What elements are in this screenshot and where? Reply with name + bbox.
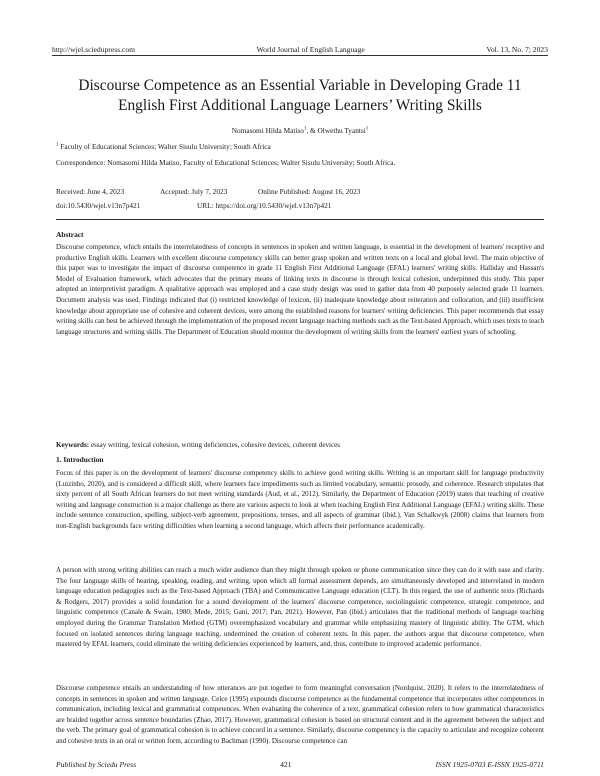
published-date: Online Published: August 16, 2023 — [258, 187, 361, 196]
author-1-affiliation-mark: 1 — [303, 126, 307, 132]
introduction-heading: 1. Introduction — [56, 455, 104, 464]
page-number: 421 — [280, 760, 292, 769]
abstract-heading: Abstract — [56, 230, 84, 239]
doi-url[interactable]: URL: https://doi.org/10.5430/wjel.v13n7p421 — [197, 201, 332, 210]
affiliation-text: Faculty of Educational Sciences; Walter Sisulu University; South Africa — [58, 142, 271, 151]
intro-paragraph-2: A person with strong writing abilities can reach a much wider audience than they might through spoken or phone communication since they can do it with ease and clarity. The four language skills of hearing, speaking, reading, and writing, upon which all formal assessment depends, are simultaneously developed and interrelated in modern language education pedagogies such as the Text-based Approach (TBA) and Communicative Language education (CLT). In this regard, the use of authentic texts (Richards & Rodgers, 2017) provides a solid foundation for a sound development of the learners' discourse competence, sociolinguistic competence, strategic competence, and linguistic competence (Canale & Swain, 1980; Mede, 2015; Gani, 2017; Pan, 2021). However, Pan (ibid.) articulates that the traditional methods of language teaching employed during the Grammar Translation Method (GTM) overemphasized vocabulary and grammar while emphasizing mastery of linguistic ability. The GTM, which focused on isolated sentences during language teaching, undermined the creation of coherent texts. In this paper, the authors argue that discourse competence, when mastered by EFAL learners, could eliminate the writing deficiencies experienced by learners, and, thus, contribute to improved academic performance. — [56, 566, 544, 649]
received-date: Received: June 4, 2023 — [56, 187, 125, 196]
journal-url[interactable]: http://wjel.sciedupress.com — [52, 45, 136, 54]
publisher: Published by Sciedu Press — [56, 760, 137, 769]
author-2: , & Olwethu Tyantsi — [306, 126, 366, 135]
intro-paragraph-1: Focus of this paper is on the development of learners' discourse competency skills to achieve good writing skills. Writing is an important skill for language productivity (Luizinho, 2020), and is considered a difficult skill, where learners face impediments such as limited vocabulary, semantic prosody, and coherence. Research stipulates that sixty percent of all South African learners do not meet writing standards (Aud, et al., 2012). Similarly, the Department of Education (2019) states that teaching of creative writing and language construction is a major challenge as there are various aspects to look at when teaching English First Additional Language (EFAL) writing skills. These include sentence construction, spelling, subject-verb agreement, prepositions, tenses, and all aspects of grammar (ibid.). Van Schalkwyk (2008) claims that learners from non-English backgrounds face writing difficulties when learning a second language, which affects their performance academically. — [56, 469, 544, 530]
title-line-1: Discourse Competence as an Essential Variable in Developing Grade 11 — [78, 77, 522, 94]
page-footer — [56, 760, 544, 769]
correspondence: Correspondence: Nomasomi Hilda Matiso, Faculty of Educational Sciences; Walter Sisulu University; South Africa. — [56, 158, 396, 167]
title-line-2: English First Additional Language Learners’ Writing Skills — [118, 97, 482, 114]
abstract-text: Discourse competence, which entails the interrelatedness of concepts in sentences in spoken and written language, is essential in the development of learners' receptive and productive English skills. Learners with excellent discourse competency skills can better grasp spoken and written texts on a local and global level. The main objective of this paper was to investigate the impact of discourse competence in grade 11 English First Additional Language (EFAL) learners' writing skills. Halliday and Hassan's Model of Evaluation framework, which advocates that the primary means of linking texts in discourse is through lexical cohesion, underpinned this study. This paper adopted an interpretivist paradigm. A qualitative approach was employed and a case study design was used to gather data from 40 purposely selected grade 11 learners. Document analysis was used. Findings indicated that (i) restricted knowledge of lexicon, (ii) inadequate knowledge about reiteration and collocation, and (iii) insufficient knowledge about appropriate use of cohesive and coherent devices, were among the established reasons for learners' writing deficiencies. This paper recommends that essay writing skills can best be achieved through the implementation of the proposed recent language teaching methods such as the Text-based Approach, which uses texts to teach language structures and writing skills. The Department of Education should monitor the development of writing skills from the learners' earliest years of schooling. — [56, 243, 544, 336]
author-2-affiliation-mark: 1 — [365, 126, 369, 132]
author-1: Nomasomi Hilda Matiso — [231, 126, 304, 135]
journal-name: World Journal of English Language — [256, 45, 365, 54]
volume-info: Vol. 13, No. 7; 2023 — [486, 45, 548, 54]
accepted-date: Accepted: July 7, 2023 — [160, 187, 228, 196]
issn: ISSN 1925-0703 E-ISSN 1925-0711 — [435, 760, 544, 769]
keywords-text: essay writing, lexical cohesion, writing deficiencies, cohesive devices, coherent devices — [89, 441, 341, 449]
affiliation-mark: 1 — [56, 142, 59, 148]
intro-paragraph-3: Discourse competence entails an understanding of how utterances are put together to form meaningful conversation (Nordquist, 2020). It refers to the interrelatedness of concepts in sentences in spoken and written language. Celce (1995) expounds discourse competence as the fundamental competence that incorporates other competences in communication, including lexical and grammatical competences. When evaluating the coherence of a text, grammatical cohesion refers to how grammatical characteristics are braided together across sentence boundaries (Zhao, 2017). However, grammatical cohesion is based on structural content and in the agreement between the subject and the verb. The primary goal of grammatical cohesion is to achieve concord in a sentence. Similarly, discourse competency is the capacity to articulate and recognize coherent and cohesive texts in an oral or written form, according to Bachman (1990). Discourse competence can — [56, 684, 544, 745]
doi[interactable]: doi:10.5430/wjel.v13n7p421 — [56, 201, 141, 210]
keywords-label: Keywords: — [56, 441, 90, 449]
